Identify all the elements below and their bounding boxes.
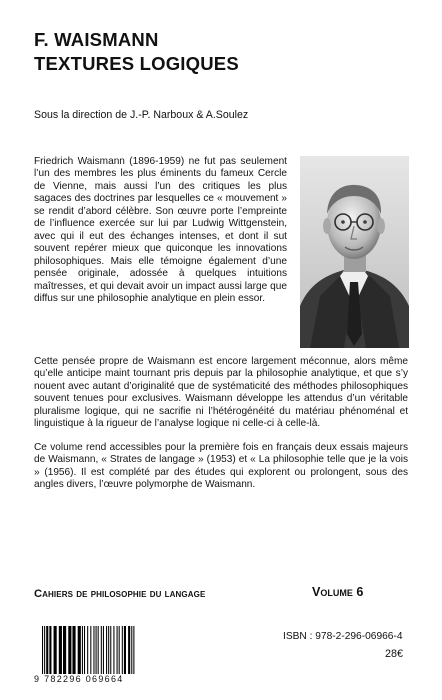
barcode-bar — [63, 626, 66, 674]
barcode-bar — [103, 626, 104, 674]
barcode-bar — [113, 626, 114, 674]
barcode-bar — [119, 626, 120, 674]
series-title-text: Cahiers de philosophie du langage — [34, 588, 206, 600]
volume-number-text: Volume 6 — [312, 585, 364, 599]
barcode-bar — [106, 626, 107, 674]
series-title — [34, 587, 205, 601]
price-label: 28€ — [385, 648, 404, 660]
barcode-bar — [124, 626, 126, 674]
barcode-bar — [49, 626, 51, 674]
barcode-bar — [72, 626, 75, 674]
description-paragraph-2: Cette pensée propre de Waismann est encore largement méconnue, alors même qu’elle anticipe maint tournant pris depuis par la philosophie analytique, et que s’y nouent avec autant d’originalité que de systématicité des méthodes philosophiques souvent tenues pour exclusives. Waismann développe les attendus d’un véritable pluralisme logique, qui ne sacrifie ni l’hétérogénéité du matériau phénoménal et linguistique à la rigueur de l’analyse logique ni celle-ci à celle-là. — [34, 356, 408, 430]
description-paragraph-1: Friedrich Waismann (1896-1959) ne fut pas seulement l’un des membres les plus éminents du fameux Cercle de Vienne, mais aussi l’un des critiques les plus sagaces des doctrines par lesquelles ce « mouvement » se rendit d’abord célèbre. Son œuvre porte l’empreinte de l’influence exercée sur lui par Ludwig Wittgenstein, avec qui il eut des échanges intenses, et dont il sut souvent repérer mieux que quiconque les innovations philosophiques. Mais elle témoigne également d’une pensée originale, adossée à quelques intuitions maîtresses, et qui devait avoir un impact aussi large que diffus sur une philosophie analytique en plein essor. — [34, 156, 287, 304]
portrait-illustration — [300, 156, 409, 348]
volume-number — [312, 585, 363, 600]
barcode-bar — [101, 626, 102, 674]
barcode-bar — [128, 626, 130, 674]
barcode-bar — [46, 626, 48, 674]
barcode-bar — [59, 626, 62, 674]
isbn-number: ISBN : 978-2-296-06966-4 — [283, 631, 403, 642]
barcode-bar — [87, 626, 88, 674]
barcode-bar — [110, 626, 111, 674]
book-title: TEXTURES LOGIQUES — [34, 53, 239, 74]
barcode-bar — [117, 626, 118, 674]
author-portrait-photo — [300, 156, 409, 348]
barcode-bar — [98, 626, 99, 674]
barcode-bar — [122, 626, 123, 674]
description-paragraph-3: Ce volume rend accessibles pour la première fois en français deux essais majeurs de Waismann, « Strates de langage » (1953) et « La philosophie telle que je la vois » (1956). Il est complété par des études qui explorent ou prolongent, sous des angles divers, l’œuvre polymorphe de Waismann. — [34, 442, 408, 491]
barcode-bar — [68, 626, 71, 674]
barcode-bar — [108, 626, 109, 674]
barcode-bar — [54, 626, 57, 674]
barcode-bar — [78, 626, 81, 674]
barcode-bar — [84, 626, 85, 674]
barcode-digits: 9 782296 069664 — [34, 674, 162, 685]
barcode-bar — [90, 626, 91, 674]
editors-line: Sous la direction de J.-P. Narboux & A.Soulez — [34, 109, 249, 121]
barcode-bar — [82, 626, 83, 674]
author-name: F. WAISMANN — [34, 29, 159, 50]
